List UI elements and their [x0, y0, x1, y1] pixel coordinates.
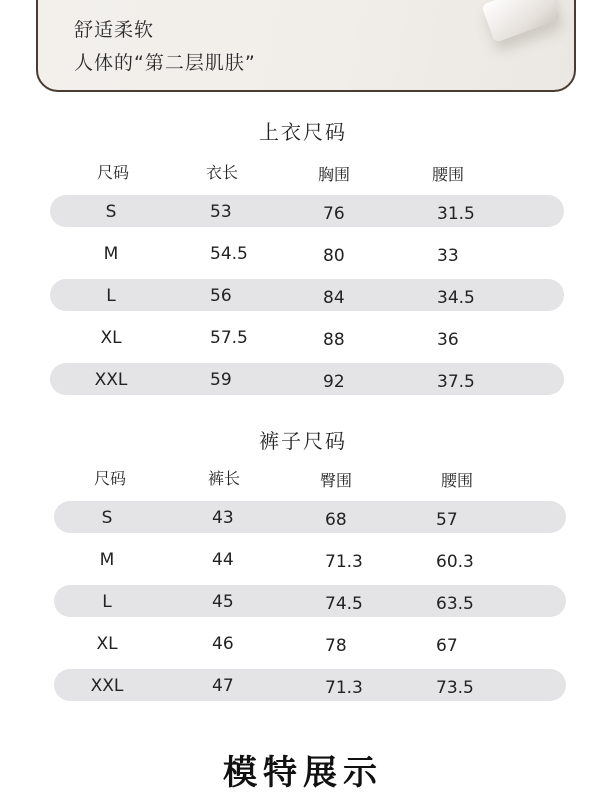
- table-cell: 31.5: [437, 204, 475, 224]
- top-header-chest: 胸围: [318, 165, 351, 184]
- table-cell: 76: [323, 204, 345, 224]
- table-cell: 36: [437, 330, 459, 350]
- table-cell: 63.5: [436, 594, 474, 614]
- table-cell: 71.3: [325, 552, 363, 572]
- table-cell-size: XXL: [90, 676, 124, 696]
- bottom-size-table-title: 裤子尺码: [259, 429, 347, 453]
- table-cell-size: L: [106, 286, 116, 306]
- bottom-header-size: 尺码: [93, 469, 126, 488]
- table-cell: 46: [212, 634, 234, 654]
- table-cell-size: L: [102, 592, 112, 612]
- table-cell: 68: [325, 510, 347, 530]
- table-cell-size: M: [99, 550, 115, 570]
- bottom-header-waist: 腰围: [441, 471, 474, 490]
- table-cell: 33: [437, 246, 459, 266]
- hero-card: [36, 0, 576, 92]
- table-cell: 34.5: [437, 288, 475, 308]
- table-cell: 53: [210, 202, 232, 222]
- top-header-waist: 腰围: [432, 165, 465, 184]
- table-cell: 60.3: [436, 552, 474, 572]
- table-cell: 43: [212, 508, 234, 528]
- model-showcase-heading: 模特展示: [223, 753, 383, 793]
- table-cell: 56: [210, 286, 232, 306]
- table-cell: 88: [323, 330, 345, 350]
- table-cell-size: XXL: [94, 370, 128, 390]
- table-cell: 59: [210, 370, 232, 390]
- table-cell-size: S: [105, 202, 117, 222]
- table-cell: 44: [212, 550, 234, 570]
- table-cell: 84: [323, 288, 345, 308]
- table-cell: 54.5: [210, 244, 248, 264]
- table-cell: 73.5: [436, 678, 474, 698]
- table-cell: 37.5: [437, 372, 475, 392]
- bottom-header-hip: 臀围: [320, 471, 353, 490]
- table-cell-size: S: [101, 508, 113, 528]
- top-size-table-title: 上衣尺码: [259, 120, 347, 144]
- table-cell: 80: [323, 246, 345, 266]
- table-cell: 67: [436, 636, 458, 656]
- table-cell-size: XL: [100, 328, 122, 348]
- top-header-size: 尺码: [96, 163, 129, 182]
- table-cell: 74.5: [325, 594, 363, 614]
- table-cell: 57: [436, 510, 458, 530]
- hero-subtitle: 人体的“第二层肌肤”: [74, 52, 256, 74]
- table-cell: 47: [212, 676, 234, 696]
- table-cell: 57.5: [210, 328, 248, 348]
- table-cell: 71.3: [325, 678, 363, 698]
- table-cell: 92: [323, 372, 345, 392]
- table-cell: 45: [212, 592, 234, 612]
- bottom-header-length: 裤长: [208, 469, 241, 488]
- product-image: [481, 0, 560, 43]
- hero-tagline: 舒适柔软: [74, 19, 155, 41]
- table-cell-size: M: [103, 244, 119, 264]
- table-cell: 78: [325, 636, 347, 656]
- table-cell-size: XL: [96, 634, 118, 654]
- top-header-length: 衣长: [206, 163, 239, 182]
